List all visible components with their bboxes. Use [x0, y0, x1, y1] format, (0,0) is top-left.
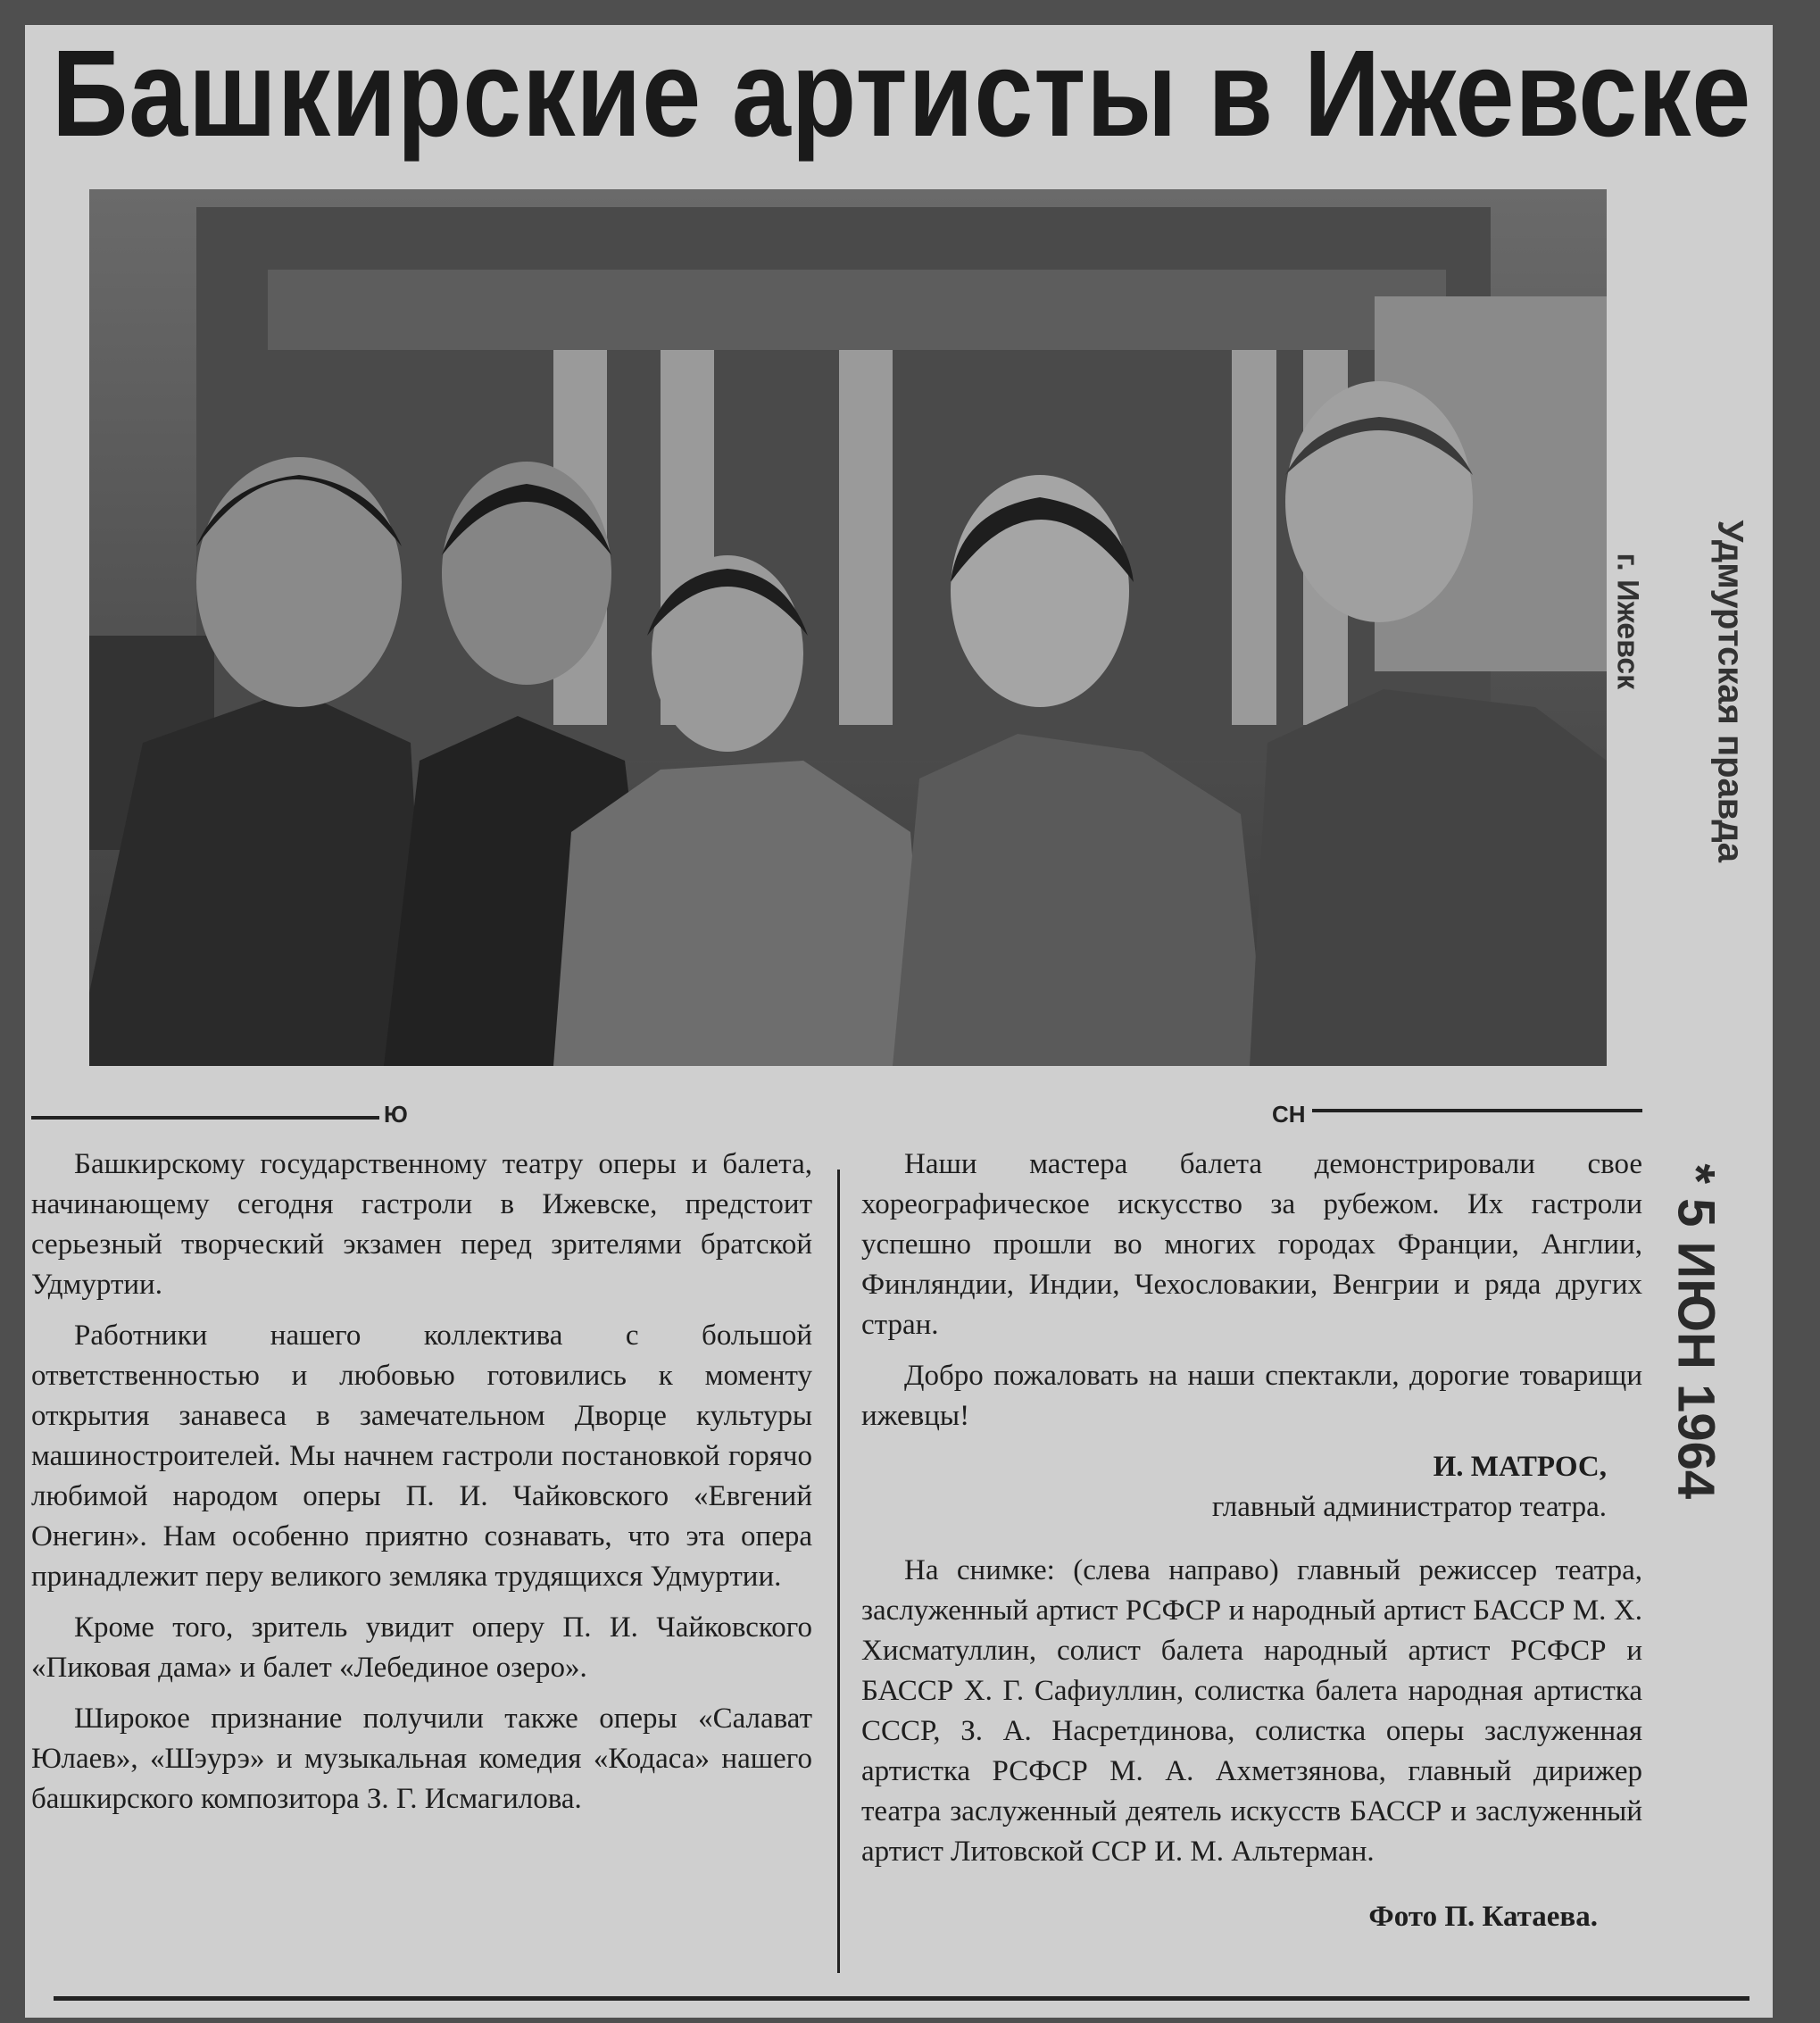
headline: Башкирские артисты в Ижевске: [52, 25, 1752, 162]
group-photo: [89, 189, 1607, 1066]
author-role: главный администратор театра.: [1211, 1491, 1607, 1523]
date-stamp: [1642, 1161, 1776, 1500]
author-signature: И. МАТРОС,: [1433, 1451, 1607, 1483]
newspaper-name: Удмуртская правда: [1710, 520, 1750, 863]
left-paragraph-2: Работники нашего коллектива с большой ответственностью и любовью готовились к моменту открытия занавеса в замечательном Дворце культуры машиностроителей. Мы начнем гастроли постановкой горячо любимой народом оперы П. И. Чайковского «Евгений Онегин». Нам особенно приятно сознавать, что эта опера принадлежит перу великого земляка трудящихся Удмуртии.: [31, 1320, 812, 1593]
right-rule: [1312, 1109, 1642, 1112]
bottom-rule: [54, 1996, 1749, 2001]
newspaper-city: г. Ижевск: [1610, 553, 1645, 690]
photo-credit: Фото П. Катаева.: [1368, 1901, 1598, 1933]
right-rule-mark: СН: [1272, 1101, 1306, 1128]
right-paragraph-1: Наши мастера балета демонстрировали свое хореографическое искусство за рубежом. Их гастроли успешно прошли во многих городах Франции, Англии, Финляндии, Индии, Чехословакии, Венгрии и ряда других стран.: [861, 1148, 1642, 1341]
right-paragraph-2: Добро пожаловать на наши спектакли, дорогие товарищи ижевцы!: [861, 1360, 1642, 1432]
photo-caption: На снимке: (слева направо) главный режиссер театра, заслуженный артист РСФСР и народный артист БАССР М. Х. Хисматуллин, солист балета народный артист РСФСР и БАССР Х. Г. Сафиуллин, солистка балета народная артистка СССР, З. А. Насретдинова, солистка оперы заслуженная артистка РСФСР М. А. Ахметзянова, главный дирижер театра заслуженный деятель искусств БАССР и заслуженный артист Литовской ССР И. М. Альтерман.: [861, 1554, 1642, 1868]
newspaper-stamp: [1610, 520, 1750, 946]
right-column: [861, 1145, 1642, 1948]
left-rule-mark: Ю: [384, 1101, 408, 1128]
left-paragraph-4: Широкое признание получили также оперы «Салават Юлаев», «Шэурэ» и музыкальная комедия «Кодаса» нашего башкирского композитора З. Г. Исмагилова.: [31, 1702, 812, 1815]
column-divider: [837, 1170, 840, 1973]
left-rule: [31, 1116, 379, 1120]
left-column: [31, 1145, 812, 1830]
date-stamp-text: * 5 ИЮН 1964: [1666, 1163, 1725, 1500]
left-paragraph-3: Кроме того, зритель увидит оперу П. И. Чайковского «Пиковая дама» и балет «Лебединое озеро».: [31, 1611, 812, 1684]
left-paragraph-1: Башкирскому государственному театру оперы и балета, начинающему сегодня гастроли в Ижевске, предстоит серьезный творческий экзамен перед зрителями братской Удмуртии.: [31, 1148, 812, 1301]
